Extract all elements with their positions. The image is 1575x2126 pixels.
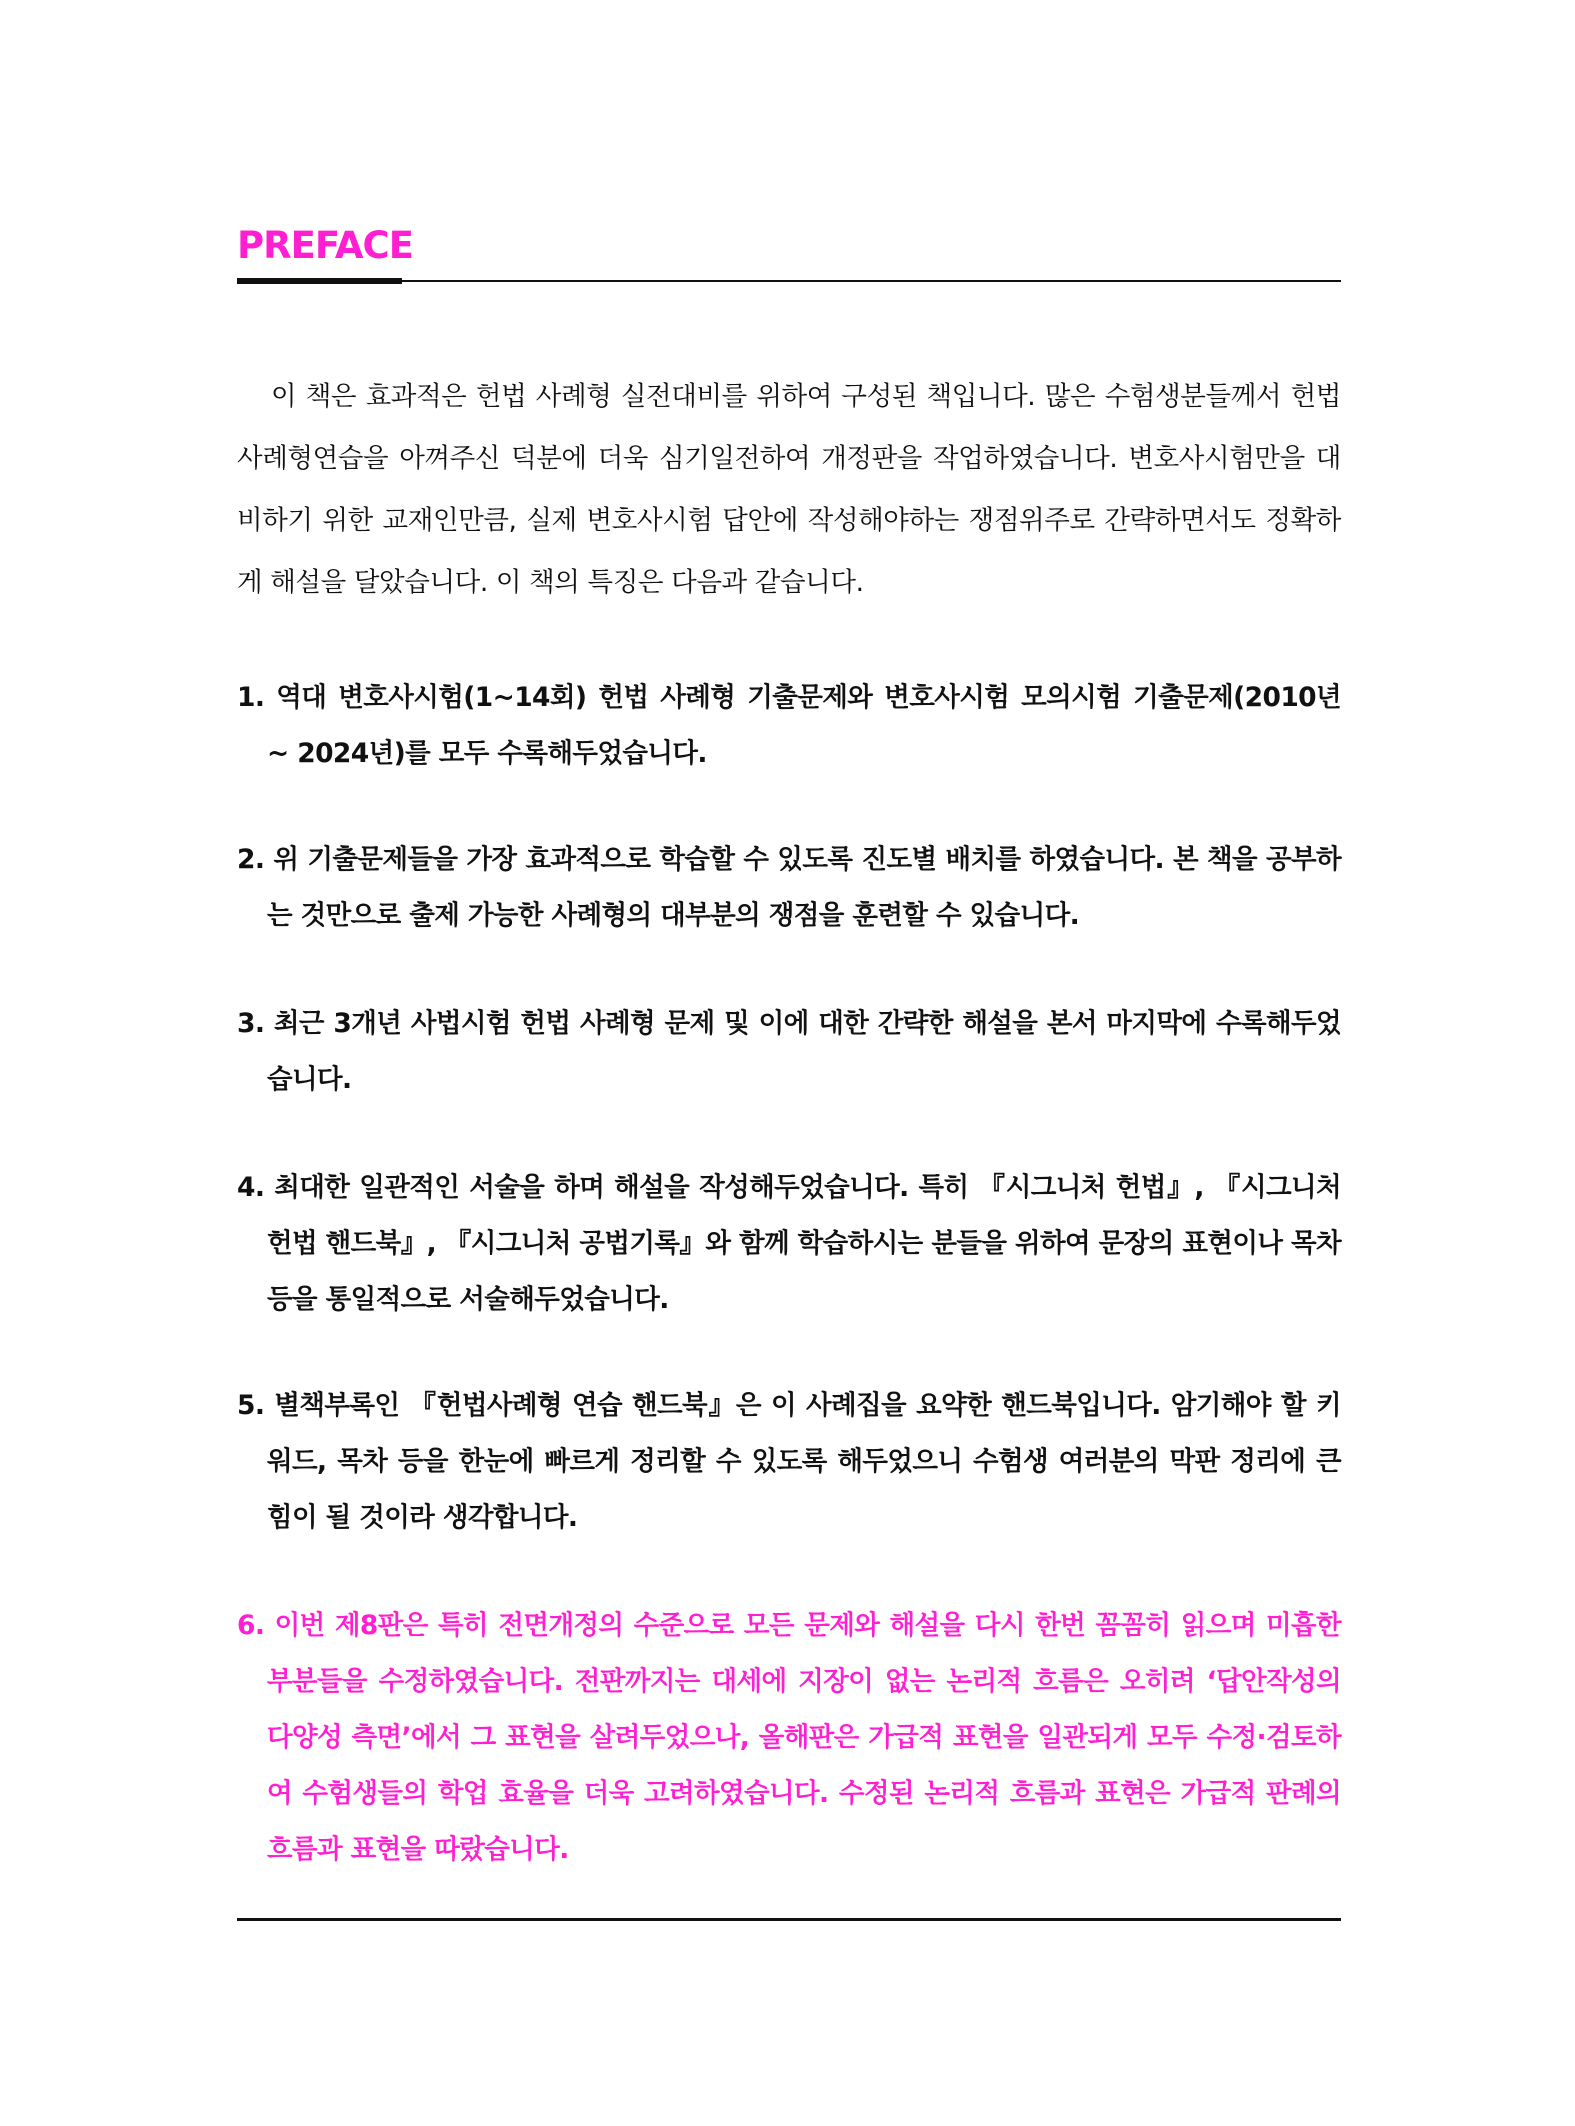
- list-item-text: 역대 변호사시험(1~14회) 헌법 사례형 기출문제와 변호사시험 모의시험 기출문제(2010년 ~ 2024년)를 모두 수록해두었습니다.: [267, 682, 1341, 769]
- list-item-number: 4.: [237, 1172, 265, 1203]
- title-underline-accent: [237, 278, 402, 284]
- list-item-number: 5.: [237, 1390, 265, 1421]
- list-item-5: [237, 1378, 1341, 1546]
- list-item-number: 3.: [237, 1008, 265, 1039]
- list-item-1: [237, 670, 1341, 782]
- list-item-6-highlighted: [237, 1598, 1341, 1878]
- intro-paragraph: 이 책은 효과적은 헌법 사례형 실전대비를 위하여 구성된 책입니다. 많은 수험생분들께서 헌법사례형연습을 아껴주신 덕분에 더욱 심기일전하여 개정판을 작업하였습니다. 변호사시험만을 대비하기 위한 교재인만큼, 실제 변호사시험 답안에 작성해야하는 쟁점위주로 간략하면서도 정확하게 해설을 달았습니다. 이 책의 특징은 다음과 같습니다.: [237, 381, 1341, 598]
- bottom-rule: [237, 1918, 1341, 1921]
- list-item-4: [237, 1160, 1341, 1328]
- list-item-text: 최근 3개년 사법시험 헌법 사례형 문제 및 이에 대한 간략한 해설을 본서 마지막에 수록해두었습니다.: [267, 1008, 1341, 1095]
- list-item-text: 최대한 일관적인 서술을 하며 해설을 작성해두었습니다. 특히 『시그니처 헌법』, 『시그니처 헌법 핸드북』, 『시그니처 공법기록』와 함께 학습하시는 분들을 위하여 문장의 표현이나 목차 등을 통일적으로 서술해두었습니다.: [267, 1172, 1341, 1315]
- page-title: PREFACE: [237, 224, 413, 267]
- list-item-2: [237, 832, 1341, 944]
- list-item-number: 1.: [237, 682, 265, 713]
- title-underline: [237, 280, 1341, 282]
- list-item-text: 위 기출문제들을 가장 효과적으로 학습할 수 있도록 진도별 배치를 하였습니다. 본 책을 공부하는 것만으로 출제 가능한 사례형의 대부분의 쟁점을 훈련할 수 있습니다.: [267, 844, 1341, 931]
- list-item-text: 이번 제8판은 특히 전면개정의 수준으로 모든 문제와 해설을 다시 한번 꼼꼼히 읽으며 미흡한 부분들을 수정하였습니다. 전판까지는 대세에 지장이 없는 논리적 흐름은 오히려 ‘답안작성의 다양성 측면’에서 그 표현을 살려두었으나, 올해판은 가급적 표현을 일관되게 모두 수정·검토하여 수험생들의 학업 효율을 더욱 고려하였습니다. 수정된 논리적 흐름과 표현은 가급적 판례의 흐름과 표현을 따랐습니다.: [267, 1610, 1341, 1865]
- list-item-text: 별책부록인 『헌법사례형 연습 핸드북』은 이 사례집을 요약한 핸드북입니다. 암기해야 할 키워드, 목차 등을 한눈에 빠르게 정리할 수 있도록 해두었으니 수험생 여러분의 막판 정리에 큰 힘이 될 것이라 생각합니다.: [267, 1390, 1341, 1533]
- list-item-3: [237, 996, 1341, 1108]
- list-item-number: 2.: [237, 844, 265, 875]
- list-item-number: 6.: [237, 1610, 265, 1641]
